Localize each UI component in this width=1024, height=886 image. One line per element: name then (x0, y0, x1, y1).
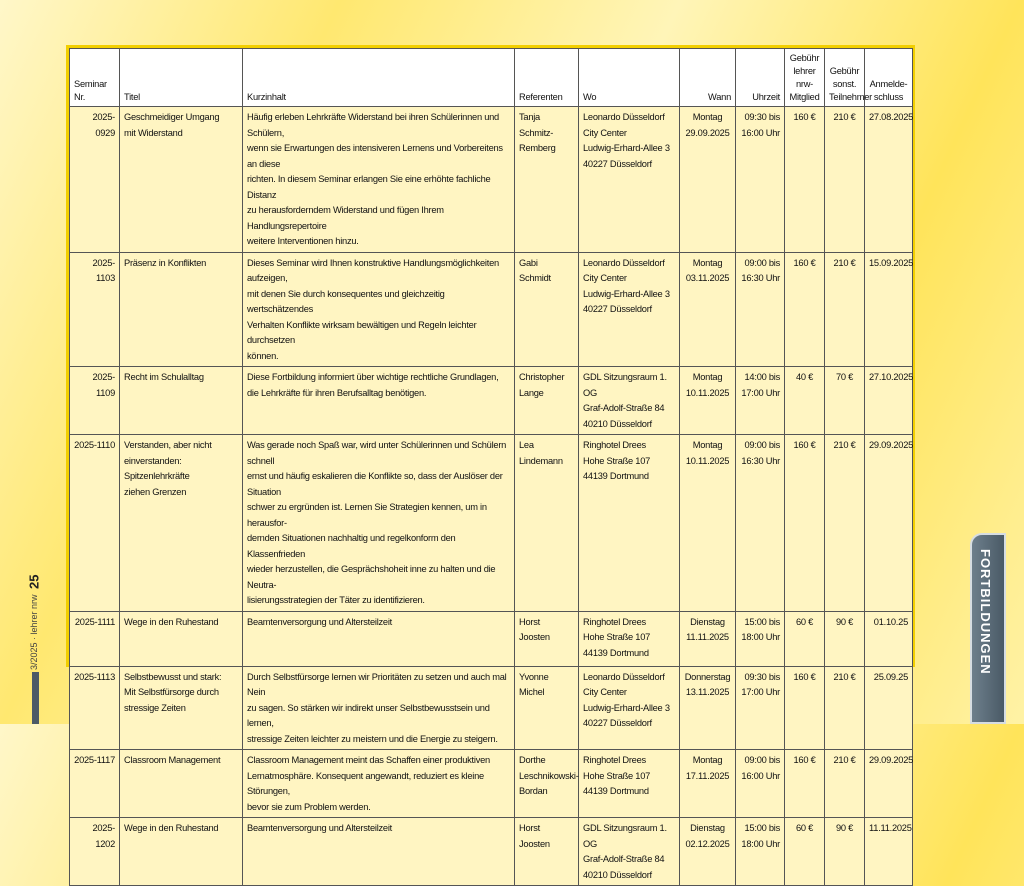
cell-wann: Dienstag 11.11.2025 (680, 611, 736, 666)
seminar-table (69, 48, 913, 886)
cell-anmeldeschluss: 01.10.25 (865, 611, 913, 666)
cell-titel: Classroom Management (120, 750, 243, 818)
cell-wann: Dienstag 02.12.2025 (680, 818, 736, 886)
header-row (70, 49, 913, 107)
issue-label: 3/2025 · lehrer nrw (29, 594, 39, 670)
cell-gebuehr-sonst: 210 € (825, 435, 865, 612)
cell-wo: GDL Sitzungsraum 1. OG Graf-Adolf-Straße 84 40210 Düsseldorf (579, 818, 680, 886)
cell-gebuehr-mitglied: 60 € (785, 611, 825, 666)
cell-wo: Ringhotel Drees Hohe Straße 107 44139 Dortmund (579, 750, 680, 818)
cell-referenten: Christopher Lange (515, 367, 579, 435)
header-titel: Titel (120, 49, 243, 107)
header-gebuehr-mitglied: Gebühr lehrer nrw- Mitglied (785, 49, 825, 107)
cell-referenten: Yvonne Michel (515, 666, 579, 750)
header-referenten: Referenten (515, 49, 579, 107)
cell-gebuehr-sonst: 70 € (825, 367, 865, 435)
cell-titel: Selbstbewusst und stark: Mit Selbstfürsorge durch stressige Zeiten (120, 666, 243, 750)
cell-kurzinhalt: Was gerade noch Spaß war, wird unter Schülerinnen und Schülern schnell ernst und häufig eskalieren die Konflikte so, dass der Auslöser der Situation schwer zu ergründen ist. Lernen Sie Strategien kennen, um in herausfor- dernden Situationen nachhaltig und regelkonform den Klassenfrieden wieder herzustellen, die Gesprächshoheit inne zu halten und die Neutra- lisierungsstrategien der Täter zu identifizieren. (243, 435, 515, 612)
header-wann: Wann (680, 49, 736, 107)
cell-referenten: Gabi Schmidt (515, 252, 579, 367)
cell-anmeldeschluss: 11.11.2025 (865, 818, 913, 886)
footer-bar (32, 672, 39, 724)
table-row (70, 435, 913, 612)
header-uhrzeit: Uhrzeit (736, 49, 785, 107)
cell-gebuehr-mitglied: 160 € (785, 435, 825, 612)
table-row (70, 611, 913, 666)
table-row (70, 107, 913, 253)
cell-kurzinhalt: Dieses Seminar wird Ihnen konstruktive Handlungsmöglichkeiten aufzeigen, mit denen Sie durch konsequentes und gleichzeitig wertschätzendes Verhalten Konflikte wirksam bewältigen und Regeln leichter durchsetzen können. (243, 252, 515, 367)
cell-wo: Ringhotel Drees Hohe Straße 107 44139 Dortmund (579, 435, 680, 612)
cell-titel: Verstanden, aber nicht einverstanden: Spitzenlehrkräfte ziehen Grenzen (120, 435, 243, 612)
cell-referenten: Lea Lindemann (515, 435, 579, 612)
cell-anmeldeschluss: 29.09.2025 (865, 435, 913, 612)
cell-kurzinhalt: Häufig erleben Lehrkräfte Widerstand bei ihren Schülerinnen und Schülern, wenn sie Erwartungen des intensiveren Lernens und Vorbereitens an diese richten. In diesem Seminar erlangen Sie eine erhöhte fachliche Distanz zu herausforderndem Widerstand und fügen Ihrem Handlungsrepertoire weitere Interventionen hinzu. (243, 107, 515, 253)
cell-uhrzeit: 15:00 bis 18:00 Uhr (736, 818, 785, 886)
cell-kurzinhalt: Diese Fortbildung informiert über wichtige rechtliche Grundlagen, die Lehrkräfte für ihren Berufsalltag benötigen. (243, 367, 515, 435)
cell-wann: Montag 10.11.2025 (680, 367, 736, 435)
cell-nr: 2025-1113 (70, 666, 120, 750)
cell-nr: 2025-1110 (70, 435, 120, 612)
cell-uhrzeit: 09:00 bis 16:30 Uhr (736, 252, 785, 367)
header-wo: Wo (579, 49, 680, 107)
cell-nr: 2025-1202 (70, 818, 120, 886)
page-number: 25 (26, 574, 42, 590)
cell-wann: Montag 10.11.2025 (680, 435, 736, 612)
cell-uhrzeit: 09:30 bis 16:00 Uhr (736, 107, 785, 253)
cell-gebuehr-sonst: 90 € (825, 611, 865, 666)
header-anmeldeschluss: Anmelde- schluss (865, 49, 913, 107)
cell-gebuehr-mitglied: 40 € (785, 367, 825, 435)
cell-anmeldeschluss: 15.09.2025 (865, 252, 913, 367)
section-tab (970, 533, 1006, 724)
table-row (70, 666, 913, 750)
page-footer (25, 560, 43, 670)
cell-gebuehr-mitglied: 160 € (785, 750, 825, 818)
cell-uhrzeit: 09:00 bis 16:30 Uhr (736, 435, 785, 612)
cell-gebuehr-mitglied: 160 € (785, 107, 825, 253)
cell-nr: 2025-1103 (70, 252, 120, 367)
cell-uhrzeit: 09:00 bis 16:00 Uhr (736, 750, 785, 818)
cell-nr: 2025-1109 (70, 367, 120, 435)
cell-gebuehr-sonst: 210 € (825, 107, 865, 253)
cell-titel: Wege in den Ruhestand (120, 611, 243, 666)
cell-nr: 2025-0929 (70, 107, 120, 253)
section-tab-label: FORTBILDUNGEN (978, 549, 993, 675)
cell-gebuehr-sonst: 210 € (825, 666, 865, 750)
cell-uhrzeit: 09:30 bis 17:00 Uhr (736, 666, 785, 750)
cell-wo: Leonardo Düsseldorf City Center Ludwig-Erhard-Allee 3 40227 Düsseldorf (579, 107, 680, 253)
cell-nr: 2025-1117 (70, 750, 120, 818)
cell-referenten: Horst Joosten (515, 818, 579, 886)
cell-wann: Montag 29.09.2025 (680, 107, 736, 253)
cell-titel: Wege in den Ruhestand (120, 818, 243, 886)
cell-kurzinhalt: Beamtenversorgung und Altersteilzeit (243, 611, 515, 666)
cell-kurzinhalt: Durch Selbstfürsorge lernen wir Prioritäten zu setzen und auch mal Nein zu sagen. So stärken wir indirekt unser Selbstbewusstsein und lernen, stressige Zeiten leichter zu meistern und die Energie zu steigern. (243, 666, 515, 750)
cell-kurzinhalt: Classroom Management meint das Schaffen einer produktiven Lernatmosphäre. Konsequent angewandt, reduziert es kleine Störungen, bevor sie zum Problem werden. (243, 750, 515, 818)
cell-nr: 2025-1111 (70, 611, 120, 666)
cell-anmeldeschluss: 27.10.2025 (865, 367, 913, 435)
cell-titel: Geschmeidiger Umgang mit Widerstand (120, 107, 243, 253)
cell-kurzinhalt: Beamtenversorgung und Altersteilzeit (243, 818, 515, 886)
cell-wo: Ringhotel Drees Hohe Straße 107 44139 Dortmund (579, 611, 680, 666)
header-kurzinhalt: Kurzinhalt (243, 49, 515, 107)
table-row (70, 818, 913, 886)
cell-wann: Donnerstag 13.11.2025 (680, 666, 736, 750)
cell-gebuehr-sonst: 210 € (825, 750, 865, 818)
table-row (70, 750, 913, 818)
table-row (70, 367, 913, 435)
cell-uhrzeit: 14:00 bis 17:00 Uhr (736, 367, 785, 435)
cell-wo: Leonardo Düsseldorf City Center Ludwig-Erhard-Allee 3 40227 Düsseldorf (579, 252, 680, 367)
cell-titel: Präsenz in Konflikten (120, 252, 243, 367)
cell-wo: GDL Sitzungsraum 1. OG Graf-Adolf-Straße 84 40210 Düsseldorf (579, 367, 680, 435)
cell-titel: Recht im Schulalltag (120, 367, 243, 435)
cell-referenten: Dorthe Leschnikowski- Bordan (515, 750, 579, 818)
cell-wann: Montag 17.11.2025 (680, 750, 736, 818)
cell-anmeldeschluss: 29.09.2025 (865, 750, 913, 818)
cell-wo: Leonardo Düsseldorf City Center Ludwig-Erhard-Allee 3 40227 Düsseldorf (579, 666, 680, 750)
cell-anmeldeschluss: 27.08.2025 (865, 107, 913, 253)
cell-anmeldeschluss: 25.09.25 (865, 666, 913, 750)
cell-referenten: Tanja Schmitz- Remberg (515, 107, 579, 253)
cell-gebuehr-mitglied: 160 € (785, 666, 825, 750)
cell-gebuehr-sonst: 210 € (825, 252, 865, 367)
seminar-sheet (66, 45, 915, 880)
header-seminar-nr: Seminar Nr. (70, 49, 120, 107)
cell-wann: Montag 03.11.2025 (680, 252, 736, 367)
header-gebuehr-sonst: Gebühr sonst. Teilnehmer (825, 49, 865, 107)
cell-uhrzeit: 15:00 bis 18:00 Uhr (736, 611, 785, 666)
cell-gebuehr-mitglied: 60 € (785, 818, 825, 886)
cell-gebuehr-mitglied: 160 € (785, 252, 825, 367)
table-row (70, 252, 913, 367)
cell-gebuehr-sonst: 90 € (825, 818, 865, 886)
cell-referenten: Horst Joosten (515, 611, 579, 666)
